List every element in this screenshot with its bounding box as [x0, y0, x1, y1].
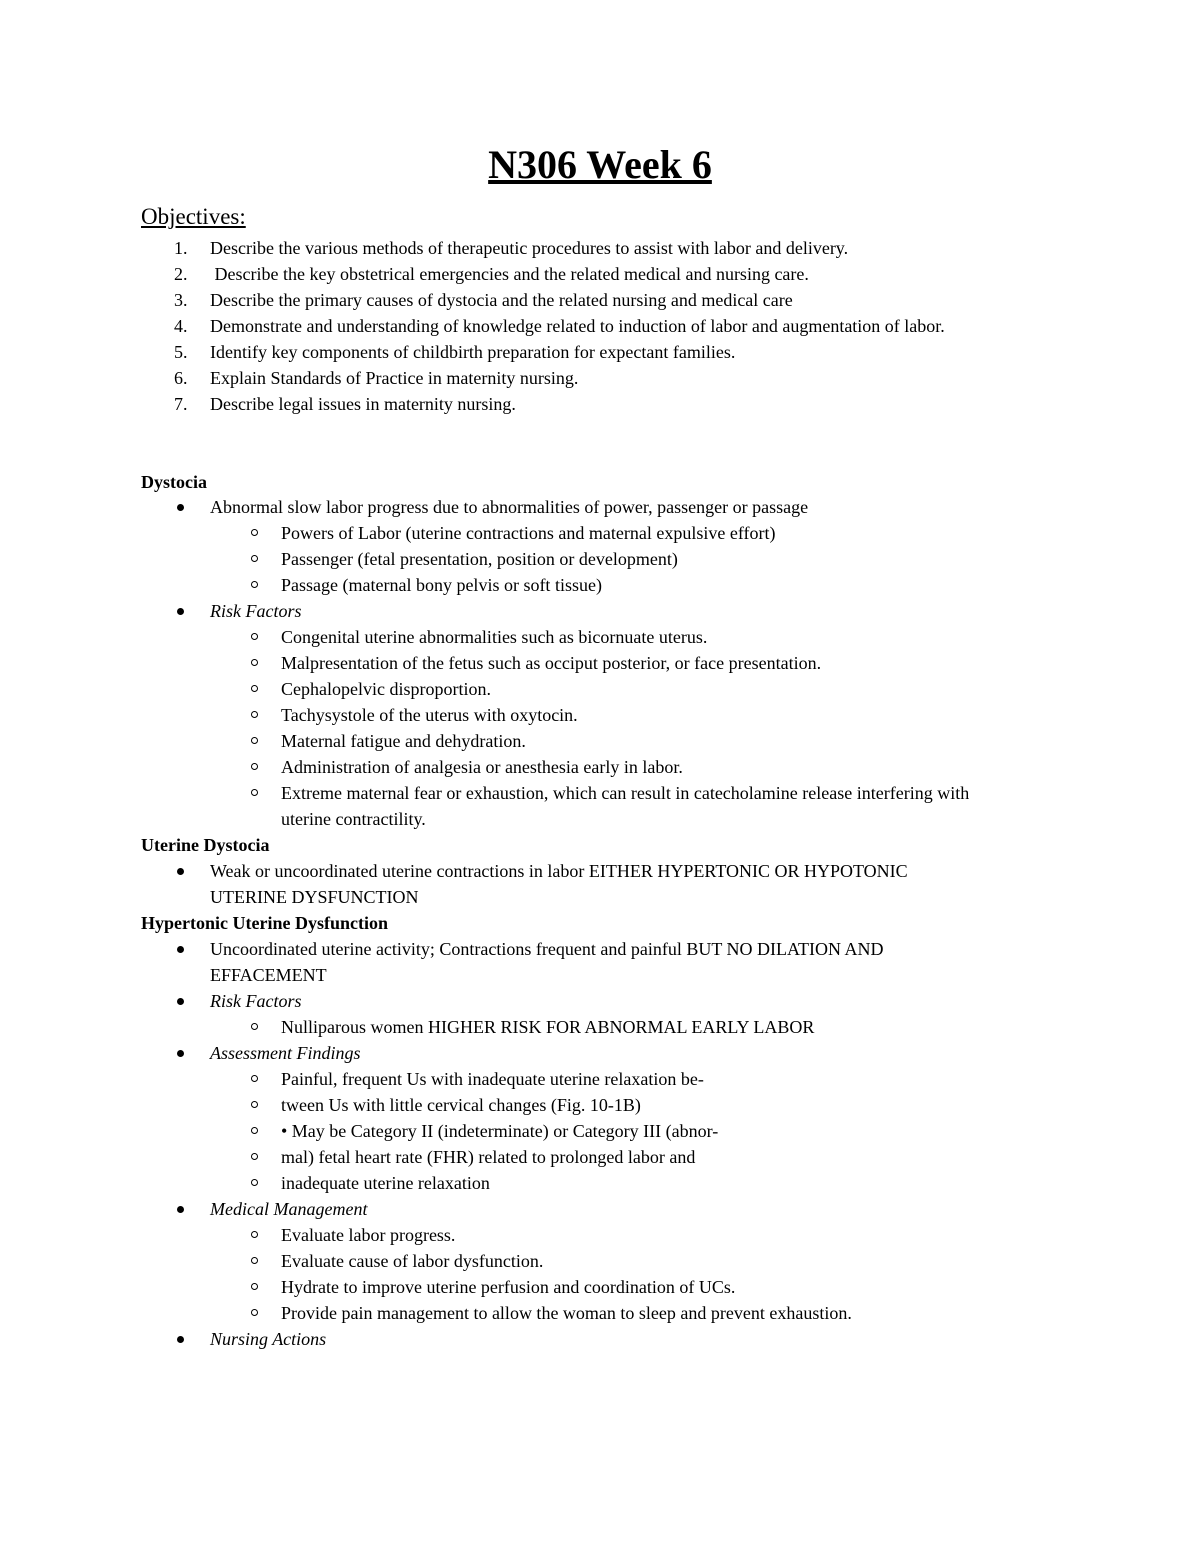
bullet-icon: [177, 608, 184, 615]
sub-bullet-icon: [251, 1101, 258, 1108]
item-number: 7.: [174, 394, 188, 414]
item-text: Describe legal issues in maternity nursing.: [210, 394, 516, 414]
sub-bullet-text: Malpresentation of the fetus such as occiput posterior, or face presentation.: [281, 653, 822, 673]
sub-bullet-icon: [251, 1309, 258, 1316]
assessment-findings-label: Assessment Findings: [210, 1043, 361, 1063]
item-text: Explain Standards of Practice in maternity nursing.: [210, 368, 579, 388]
sub-bullet-text: Passage (maternal bony pelvis or soft tissue): [281, 575, 602, 595]
bullet-icon: [177, 946, 184, 953]
sub-bullet-text: Maternal fatigue and dehydration.: [281, 731, 526, 751]
bullet-text: Uncoordinated uterine activity; Contractions frequent and painful BUT NO DILATION AND: [210, 939, 884, 959]
sub-bullet-icon: [251, 1153, 258, 1160]
sub-bullet-text: inadequate uterine relaxation: [281, 1173, 490, 1193]
sub-bullet-icon: [251, 711, 258, 718]
item-number: 1.: [174, 238, 188, 258]
item-text: Identify key components of childbirth preparation for expectant families.: [210, 342, 736, 362]
item-text: Demonstrate and understanding of knowledge related to induction of labor and augmentation of labor.: [210, 316, 945, 336]
page-title: N306 Week 6: [488, 142, 712, 187]
item-number: 3.: [174, 290, 188, 310]
sub-bullet-text: Congenital uterine abnormalities such as bicornuate uterus.: [281, 627, 708, 647]
bullet-text: Abnormal slow labor progress due to abnormalities of power, passenger or passage: [210, 497, 809, 517]
bullet-icon: [177, 1206, 184, 1213]
bullet-text-continued: EFFACEMENT: [210, 965, 327, 985]
medical-management-label: Medical Management: [210, 1199, 368, 1219]
item-number: 5.: [174, 342, 188, 362]
sub-bullet-icon: [251, 1231, 258, 1238]
item-number: 6.: [174, 368, 188, 388]
sub-bullet-icon: [251, 1283, 258, 1290]
sub-bullet-icon: [251, 1023, 258, 1030]
sub-bullet-icon: [251, 581, 258, 588]
sub-bullet-text: Powers of Labor (uterine contractions and maternal expulsive effort): [281, 523, 776, 543]
risk-factors-label: Risk Factors: [210, 601, 302, 621]
sub-bullet-text: Hydrate to improve uterine perfusion and coordination of UCs.: [281, 1277, 736, 1297]
sub-bullet-icon: [251, 1179, 258, 1186]
sub-bullet-text: Tachysystole of the uterus with oxytocin.: [281, 705, 578, 725]
bullet-icon: [177, 1050, 184, 1057]
sub-bullet-icon: [251, 633, 258, 640]
sub-bullet-icon: [251, 1257, 258, 1264]
sub-bullet-icon: [251, 763, 258, 770]
objectives-heading: Objectives:: [141, 204, 246, 229]
bullet-icon: [177, 1336, 184, 1343]
bullet-icon: [177, 504, 184, 511]
sub-bullet-text: Passenger (fetal presentation, position or development): [281, 549, 678, 569]
item-text: Describe the key obstetrical emergencies and the related medical and nursing care.: [210, 264, 809, 284]
sub-bullet-text: tween Us with little cervical changes (Fig. 10-1B): [281, 1095, 641, 1115]
sub-bullet-icon: [251, 685, 258, 692]
risk-factors-label: Risk Factors: [210, 991, 302, 1011]
sub-bullet-text: Provide pain management to allow the woman to sleep and prevent exhaustion.: [281, 1303, 852, 1323]
sub-bullet-text: Nulliparous women HIGHER RISK FOR ABNORMAL EARLY LABOR: [281, 1017, 815, 1037]
sub-bullet-icon: [251, 555, 258, 562]
sub-bullet-icon: [251, 737, 258, 744]
item-text: Describe the primary causes of dystocia and the related nursing and medical care: [210, 290, 793, 310]
hypertonic-heading: Hypertonic Uterine Dysfunction: [141, 913, 388, 933]
sub-bullet-icon: [251, 529, 258, 536]
sub-bullet-icon: [251, 1127, 258, 1134]
bullet-text-continued: UTERINE DYSFUNCTION: [210, 887, 419, 907]
nursing-actions-label: Nursing Actions: [210, 1329, 327, 1349]
bullet-icon: [177, 998, 184, 1005]
item-text: Describe the various methods of therapeutic procedures to assist with labor and delivery.: [210, 238, 849, 258]
sub-bullet-icon: [251, 659, 258, 666]
sub-bullet-icon: [251, 1075, 258, 1082]
sub-bullet-text: Administration of analgesia or anesthesia early in labor.: [281, 757, 683, 777]
item-number: 2.: [174, 264, 188, 284]
sub-bullet-text: Evaluate labor progress.: [281, 1225, 456, 1245]
uterine-dystocia-heading: Uterine Dystocia: [141, 835, 270, 855]
sub-bullet-text: mal) fetal heart rate (FHR) related to prolonged labor and: [281, 1147, 696, 1167]
sub-bullet-text: Evaluate cause of labor dysfunction.: [281, 1251, 544, 1271]
sub-bullet-text: Extreme maternal fear or exhaustion, which can result in catecholamine release interfering with: [281, 783, 970, 803]
bullet-text: Weak or uncoordinated uterine contractions in labor EITHER HYPERTONIC OR HYPOTONIC: [210, 861, 908, 881]
bullet-icon: [177, 868, 184, 875]
sub-bullet-text: Painful, frequent Us with inadequate uterine relaxation be-: [281, 1069, 704, 1089]
sub-bullet-text: Cephalopelvic disproportion.: [281, 679, 491, 699]
item-number: 4.: [174, 316, 188, 336]
sub-bullet-text-continued: uterine contractility.: [281, 809, 426, 829]
sub-bullet-text: • May be Category II (indeterminate) or Category III (abnor-: [281, 1121, 719, 1141]
dystocia-heading: Dystocia: [141, 472, 207, 492]
sub-bullet-icon: [251, 789, 258, 796]
